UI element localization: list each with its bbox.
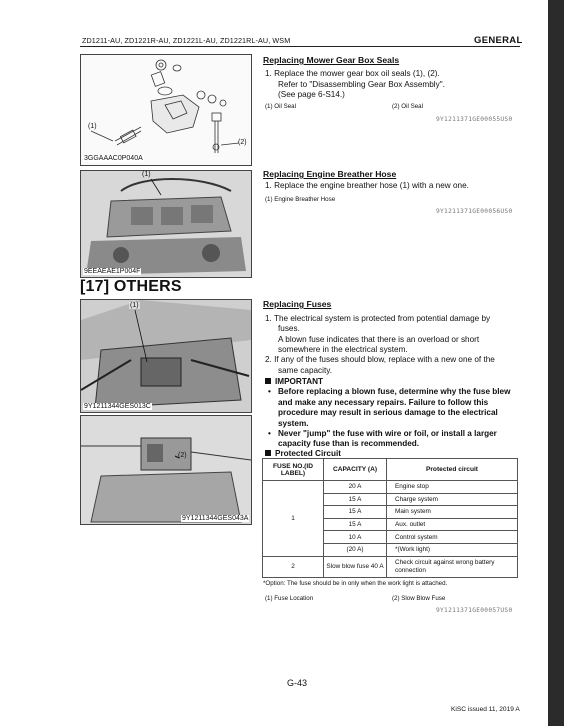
important-b2-line2: capacity fuse than is recommended. <box>278 439 420 448</box>
section-title: [17] OTHERS <box>80 278 182 295</box>
fuses-step1-line3: A blown fuse indicates that there is an overload or short <box>278 335 480 344</box>
circuit-cell: Main system <box>387 506 518 519</box>
circuit-cell: Aux. outlet <box>387 518 518 531</box>
circuit-cell: Control system <box>387 531 518 544</box>
circuit-cell: Engine stop <box>387 481 518 494</box>
square-bullet-icon <box>265 450 271 456</box>
breather-legend-1: (1) Engine Breather Hose <box>265 196 336 203</box>
gearbox-code: 9Y1211371GE00055US0 <box>436 116 513 123</box>
gearbox-legend-1: (1) Oil Seal <box>265 103 296 110</box>
important-label: IMPORTANT <box>275 377 324 386</box>
callout-1: (1) <box>130 302 139 309</box>
figure-fuse-location <box>80 299 252 413</box>
fuse-location-photo <box>81 300 251 412</box>
fuse-no-cell: 1 <box>263 481 324 557</box>
gearbox-step1-line1: 1. Replace the mower gear box oil seals (1), (2). <box>265 69 440 78</box>
gearbox-title: Replacing Mower Gear Box Seals <box>263 55 400 65</box>
breather-step1: 1. Replace the engine breather hose (1) with a new one. <box>265 181 469 190</box>
engine-photo <box>81 171 251 277</box>
circuit-cell: Check circuit against wrong battery connection <box>387 556 518 577</box>
capacity-cell: 15 A <box>324 493 387 506</box>
fuses-step2-line1: 2. If any of the fuses should blow, replace with a new one of the <box>265 355 495 364</box>
square-bullet-icon <box>265 378 271 384</box>
page-edge <box>548 0 564 726</box>
table-header-row <box>263 459 518 481</box>
fuse-table <box>262 458 518 578</box>
figure-caption: 9Y1211344GES043A <box>182 515 249 522</box>
important-b2-line1: Never "jump" the fuse with wire or foil, or install a larger <box>278 429 497 438</box>
capacity-cell: 10 A <box>324 531 387 544</box>
figure-engine <box>80 170 252 278</box>
capacity-cell: Slow blow fuse 40 A <box>324 556 387 577</box>
figure-gearbox <box>80 54 252 166</box>
figure-caption: 9EEAEAE1P004F <box>84 268 141 275</box>
header-rule <box>80 46 520 47</box>
fuses-step1-line2: fuses. <box>278 324 300 333</box>
capacity-cell: (20 A) <box>324 543 387 556</box>
table-row <box>263 481 518 494</box>
issue-info: KiSC issued 11, 2019 A <box>451 706 520 713</box>
callout-1: (1) <box>88 123 97 130</box>
table-row <box>263 556 518 577</box>
important-b1-line2: and make any necessary repairs. Failure to follow this <box>278 398 489 407</box>
fuses-legend-1: (1) Fuse Location <box>265 595 314 602</box>
important-b1-line4: system. <box>278 419 309 428</box>
breather-title: Replacing Engine Breather Hose <box>263 169 397 179</box>
important-b1-line3: procedure may result in serious damage to the electrical <box>278 408 498 417</box>
fuses-legend-2: (2) Slow Blow Fuse <box>392 595 446 602</box>
page-number: G-43 <box>287 678 308 688</box>
fuses-step1-line4: somewhere in the electrical system. <box>278 345 408 354</box>
bullet-dot-icon: • <box>268 387 271 396</box>
gearbox-illustration <box>81 55 251 165</box>
option-note: *Option: The fuse should be in only when the work light is attached. <box>263 580 448 587</box>
fuse-no-cell: 2 <box>263 556 324 577</box>
fuses-step2-line2: same capacity. <box>278 366 332 375</box>
header-section: GENERAL <box>474 35 523 46</box>
fuses-title: Replacing Fuses <box>263 299 332 309</box>
col-capacity: CAPACITY (A) <box>324 459 387 481</box>
capacity-cell: 15 A <box>324 518 387 531</box>
col-fuse-no: FUSE NO.(ID LABEL) <box>263 459 324 481</box>
capacity-cell: 15 A <box>324 506 387 519</box>
callout-1: (1) <box>142 171 151 178</box>
col-protected-circuit: Protected circuit <box>387 459 518 481</box>
gearbox-legend-2: (2) Oil Seal <box>392 103 423 110</box>
header-models: ZD1211-AU, ZD1221R-AU, ZD1221L-AU, ZD1221RL-AU, WSM <box>82 36 291 45</box>
figure-caption: 3GGAAAC0P040A <box>84 155 143 162</box>
slow-blow-fuse-photo <box>81 416 251 524</box>
figure-slow-blow-fuse <box>80 415 252 525</box>
figure-caption: 9Y1211344GES013C <box>84 403 151 410</box>
circuit-cell: Charge system <box>387 493 518 506</box>
callout-2: (2) <box>178 452 187 459</box>
gearbox-step1-line2: Refer to "Disassembling Gear Box Assembly". <box>278 80 445 89</box>
protected-circuit-label: Protected Circuit <box>275 449 341 457</box>
breather-code: 9Y1211371GE00056US0 <box>436 208 513 215</box>
callout-2: (2) <box>238 139 247 146</box>
protected-circuit-heading <box>265 448 341 457</box>
gearbox-step1-line3: (See page 6-S14.) <box>278 90 345 99</box>
bullet-dot-icon: • <box>268 429 271 438</box>
capacity-cell: 20 A <box>324 481 387 494</box>
circuit-cell: *(Work light) <box>387 543 518 556</box>
fuses-step1-line1: 1. The electrical system is protected from potential damage by <box>265 314 491 323</box>
fuses-code: 9Y1211371GE00057US0 <box>436 607 513 614</box>
important-b1-line1: Before replacing a blown fuse, determine why the fuse blew <box>278 387 511 396</box>
